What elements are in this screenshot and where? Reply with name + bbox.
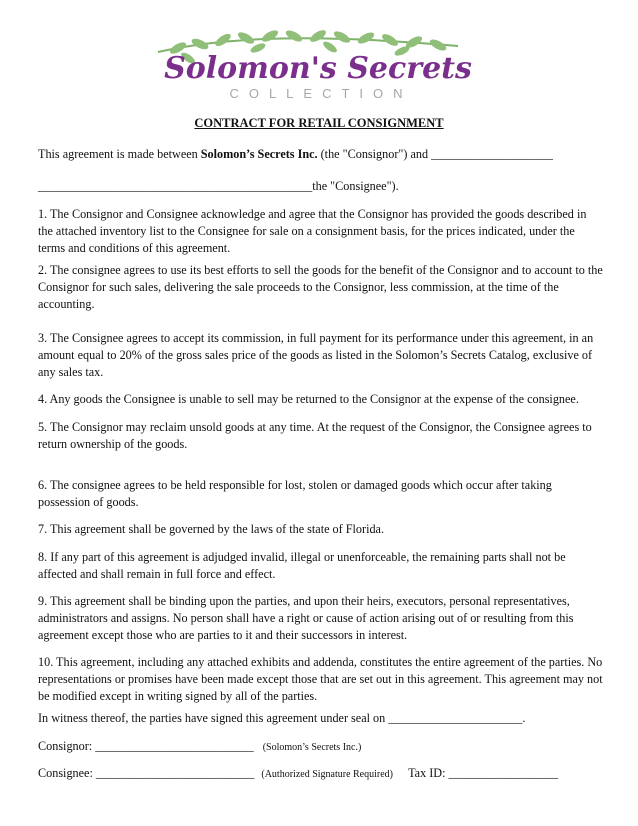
logo-subtitle: COLLECTION <box>229 86 413 101</box>
tax-id-label: Tax ID: <box>408 766 446 780</box>
intro-pre: This agreement is made between <box>38 147 201 161</box>
clause-4: 4. Any goods the Consignee is unable to sell may be returned to the Consignor at the expense of the consignee. <box>38 392 579 406</box>
logo-wordmark: Solomon's Secrets <box>164 51 472 86</box>
consignor-signature-line[interactable]: __________________________ <box>95 739 254 753</box>
clause-8: 8. If any part of this agreement is adjudged invalid, illegal or unenforceable, the remaining parts shall not be affected and shall remain in full force and effect. <box>38 550 566 581</box>
clause-1: 1. The Consignor and Consignee acknowledge and agree that the Consignor has provided the goods described in the attached inventory list to the Consignee for sale on a consignment basis, for the prices indicated, under the terms and conditions of this agreement. <box>38 207 587 255</box>
intro-line-2: _____________________________________________the "Consignee"). <box>38 179 399 193</box>
consignee-note: (Authorized Signature Required) <box>261 769 394 780</box>
clause-9: 9. This agreement shall be binding upon the parties, and upon their heirs, executors, personal representatives, administrators and assigns. No person shall have a right or cause of action arising out of or resulting from this agreement except those who are parties to it and their successors in interest. <box>38 594 574 642</box>
clause-2: 2. The consignee agrees to use its best efforts to sell the goods for the benefit of the Consignor and to account to the Consignor for such sales, delivering the sale proceeds to the Consignor, less commission, at the time of the accounting. <box>38 263 603 311</box>
clause-7: 7. This agreement shall be governed by the laws of the state of Florida. <box>38 522 385 536</box>
company-logo <box>0 0 638 110</box>
clause-6: 6. The consignee agrees to be held responsible for lost, stolen or damaged goods which occur after taking possession of goods. <box>38 478 552 509</box>
consignee-signature-line[interactable]: __________________________ <box>95 766 255 780</box>
consignee-signature-row <box>38 766 558 781</box>
clause-3: 3. The Consignee agrees to accept its commission, in full payment for its performance under this agreement, in an amount equal to 20% of the gross sales price of the goods as listed in the Solomon’s Secrets Catalog, exclusive of any sales tax. <box>38 331 594 379</box>
witness-line: In witness thereof, the parties have signed this agreement under seal on ______________________. <box>38 711 526 725</box>
consignor-label: Consignor: <box>38 739 93 753</box>
consignor-note: (Solomon’s Secrets Inc.) <box>262 742 362 753</box>
contract-title: CONTRACT FOR RETAIL CONSIGNMENT <box>194 116 444 130</box>
logo-graphic <box>138 30 498 105</box>
clause-5: 5. The Consignor may reclaim unsold goods at any time. At the request of the Consignor, the Consignee agrees to return ownership of the goods. <box>38 420 592 451</box>
intro-line-1 <box>38 146 604 163</box>
intro-company: Solomon’s Secrets Inc. <box>200 147 318 161</box>
clause-10: 10. This agreement, including any attached exhibits and addenda, constitutes the entire agreement of the parties. No representations or promises have been made except those that are set out in this agreement. This agreement may not be modified except in writing signed by all of the parties. <box>38 655 603 703</box>
consignee-label: Consignee: <box>38 766 93 780</box>
intro-post: (the "Consignor") and ____________________ <box>317 147 553 161</box>
consignor-signature-row <box>38 739 361 754</box>
tax-id-line[interactable]: __________________ <box>448 766 559 780</box>
